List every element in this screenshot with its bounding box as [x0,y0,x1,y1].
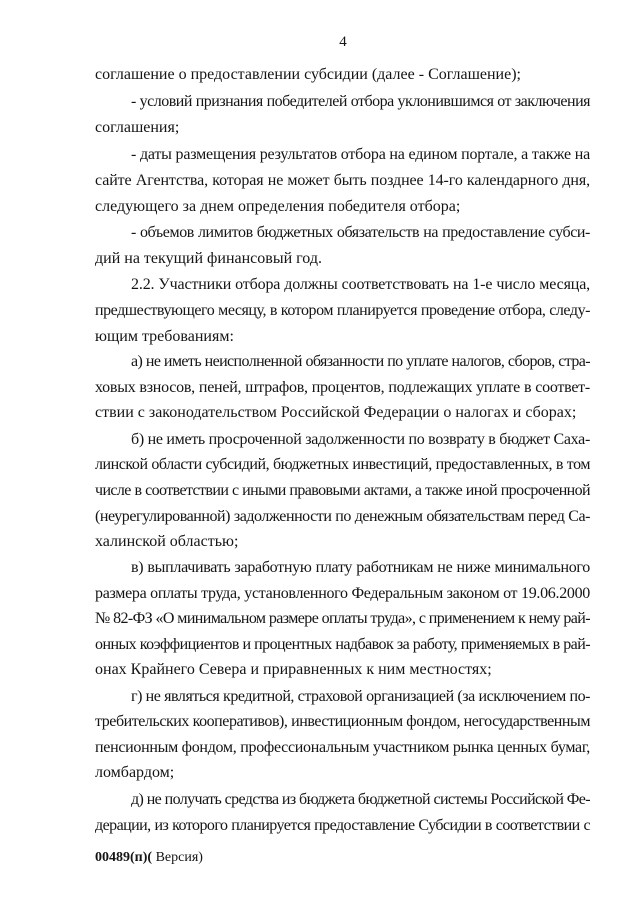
text-line: - объемов лимитов бюджетных обязательств на предоставление субси- [131,224,590,241]
text-line: ломбардом; [95,764,175,781]
text-line: следующего за днем определения победителя отбора; [95,198,461,215]
text-line: халинской областью; [95,533,239,550]
text-line: г) не являться кредитной, страховой организацией (за исключением по- [131,688,590,705]
text-line: - условий признания победителей отбора уклонившимся от заключения [131,93,590,110]
text-line: онах Крайнего Севера и приравненных к ним местностях; [95,661,492,678]
text-line: дий на текущий финансовый год. [95,250,322,267]
text-line: ховых взносов, пеней, штрафов, процентов, подлежащих уплате в соответ- [95,379,590,396]
text-line: предшествующего месяцу, в котором планируется проведение отбора, следу- [95,302,590,319]
text-line: требительских кооперативов), инвестиционным фондом, негосударственным [95,713,590,730]
text-line: пенсионным фондом, профессиональным участником рынка ценных бумаг, [95,739,590,756]
footer-document-code [95,849,203,867]
text-line: онных коэффициентов и процентных надбавок за работу, применяемых в рай- [95,636,590,653]
text-line: размера оплаты труда, установленного Федеральным законом от 19.06.2000 [95,585,590,602]
footer-code: 00489(п)( [95,850,153,865]
text-line: № 82-ФЗ «О минимальном размере оплаты труда», с применением к нему рай- [95,610,590,627]
text-line: 2.2. Участники отбора должны соответствовать на 1-е число месяца, [131,276,590,293]
text-line: д) не получать средства из бюджета бюджетной системы Российской Фе- [131,791,590,808]
text-line: - даты размещения результатов отбора на едином портале, а также на [131,146,590,163]
text-line: б) не иметь просроченной задолженности по возврату в бюджет Саха- [131,431,590,448]
text-line: сайте Агентства, которая не может быть позднее 14-го календарного дня, [95,172,590,189]
footer-version-label: Версия) [152,850,203,865]
text-line: числе в соответствии с иными правовыми актами, а также иной просроченной [95,482,590,499]
page-number: 4 [339,34,347,50]
text-line: (неурегулированной) задолженности по денежным обязательствам перед Са- [95,508,590,525]
text-line: ющим требованиям: [95,328,234,345]
text-line: соглашения; [95,119,180,136]
text-line: а) не иметь неисполненной обязанности по уплате налогов, сборов, стра- [131,353,590,370]
text-line: соглашение о предоставлении субсидии (далее - Соглашение); [95,66,521,83]
text-line: ствии с законодательством Российской Федерации о налогах и сборах; [95,404,577,421]
text-line: дерации, из которого планируется предоставление Субсидии в соответствии с [95,817,590,834]
text-line: в) выплачивать заработную плату работникам не ниже минимального [131,559,590,576]
text-line: линской области субсидий, бюджетных инвестиций, предоставленных, в том [95,456,590,473]
